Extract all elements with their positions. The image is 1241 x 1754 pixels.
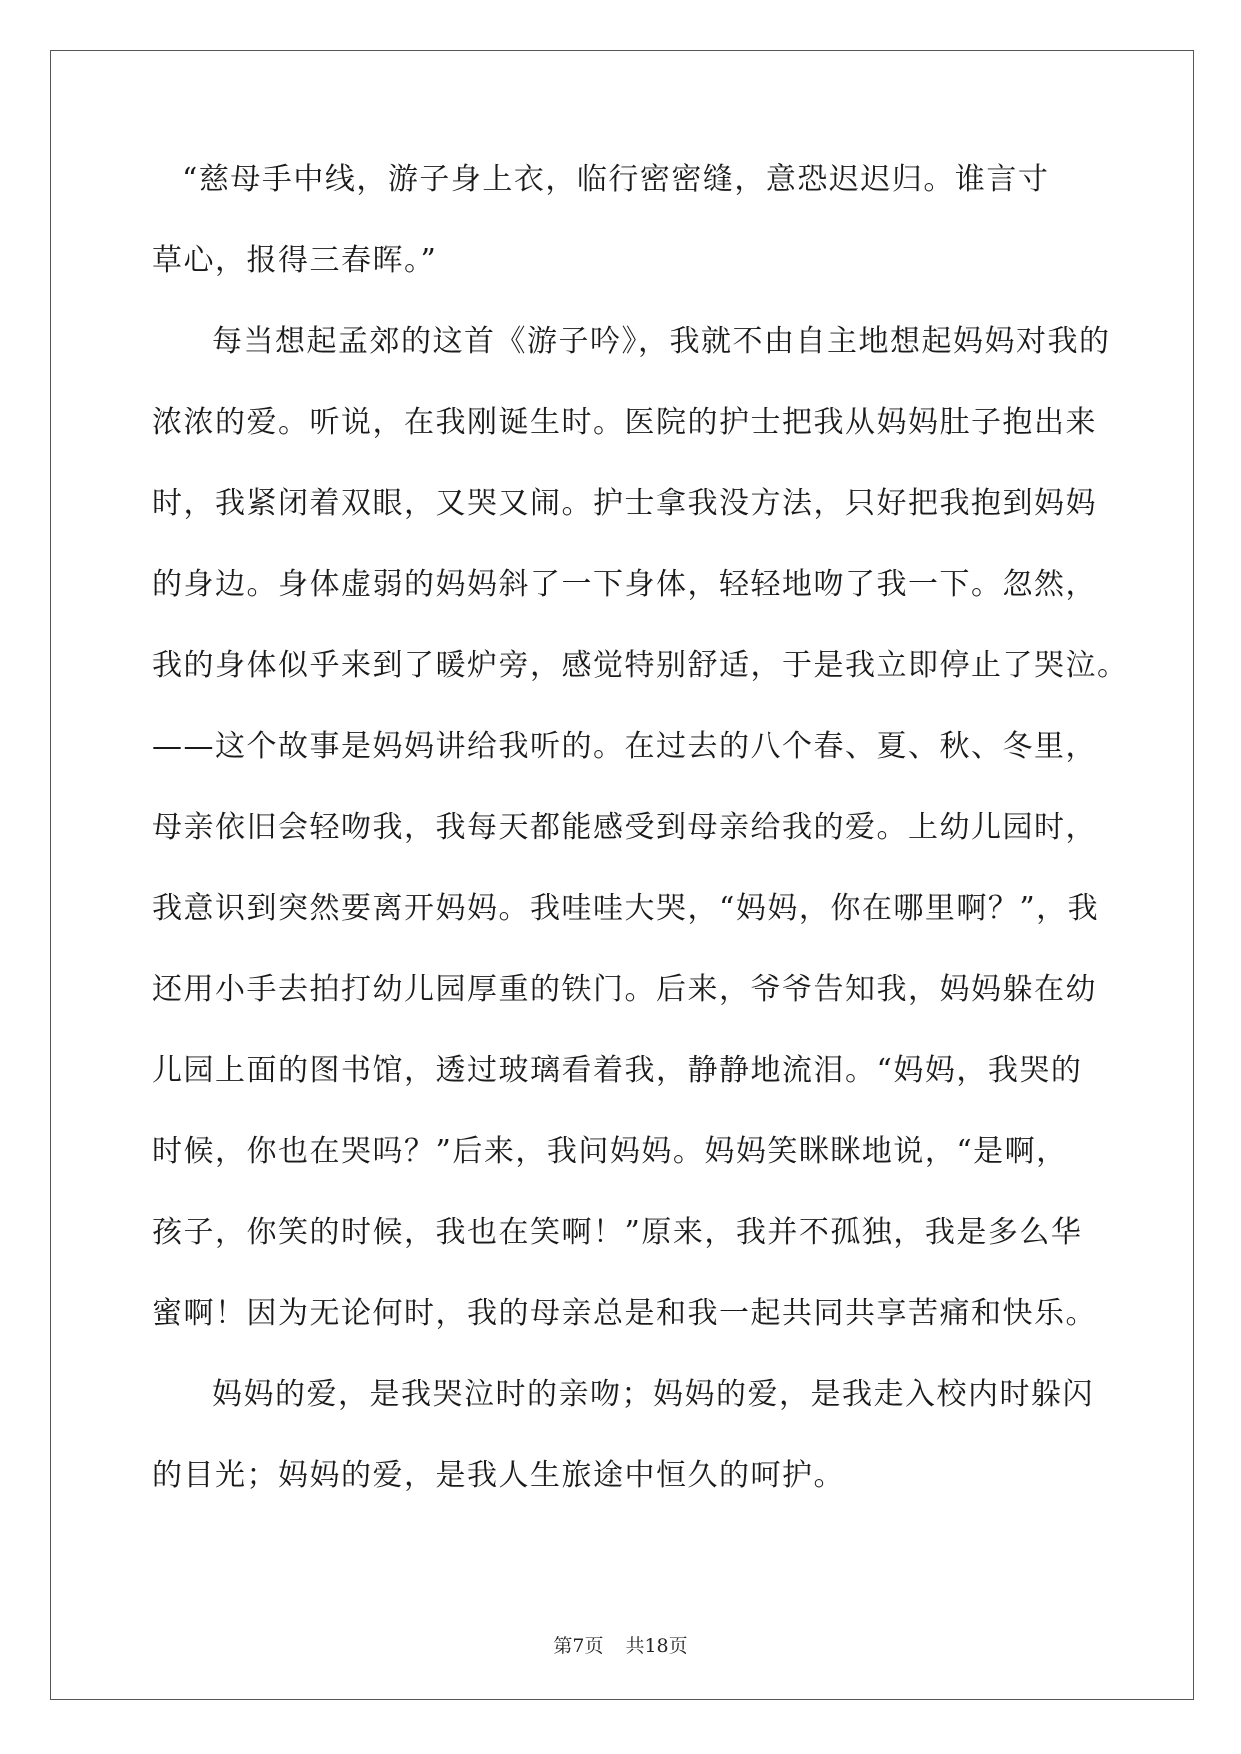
paragraph-line: 母亲依旧会轻吻我，我每天都能感受到母亲给我的爱。上幼儿园时， — [152, 810, 1097, 845]
paragraph-line: 的身边。身体虚弱的妈妈斜了一下身体，轻轻地吻了我一下。忽然， — [152, 567, 1097, 602]
paragraph-line: 我的身体似乎来到了暖炉旁，感觉特别舒适，于是我立即停止了哭泣。 — [152, 648, 1129, 683]
poem-line-2: 草心，报得三春晖。” — [152, 243, 438, 278]
current-page-number: 第7页 — [553, 1635, 604, 1657]
paragraph-line: 蜜啊！因为无论何时，我的母亲总是和我一起共同共享苦痛和快乐。 — [152, 1296, 1097, 1331]
document-body — [152, 160, 1129, 1537]
page-footer — [0, 1634, 1241, 1658]
paragraph-line: 每当想起孟郊的这首《游子吟》，我就不由自主地想起妈妈对我的 — [212, 324, 1111, 359]
paragraph-line: 的目光；妈妈的爱，是我人生旅途中恒久的呵护。 — [152, 1458, 845, 1493]
total-pages: 共18页 — [625, 1635, 688, 1657]
paragraph-line: 浓浓的爱。听说，在我刚诞生时。医院的护士把我从妈妈肚子抱出来 — [152, 405, 1097, 440]
paragraph-line: 孩子，你笑的时候，我也在笑啊！”原来，我并不孤独，我是多么华 — [152, 1215, 1083, 1250]
poem-line-1: “慈母手中线，游子身上衣，临行密密缝，意恐迟迟归。谁言寸 — [182, 162, 1050, 197]
paragraph-line: ——这个故事是妈妈讲给我听的。在过去的八个春、夏、秋、冬里， — [152, 729, 1097, 764]
paragraph-line: 时，我紧闭着双眼，又哭又闹。护士拿我没方法，只好把我抱到妈妈 — [152, 486, 1097, 521]
paragraph-line: 妈妈的爱，是我哭泣时的亲吻；妈妈的爱，是我走入校内时躲闪 — [212, 1377, 1094, 1412]
paragraph-line: 我意识到突然要离开妈妈。我哇哇大哭，“妈妈，你在哪里啊？”，我 — [152, 891, 1100, 926]
paragraph-line: 还用小手去拍打幼儿园厚重的铁门。后来，爷爷告知我，妈妈躲在幼 — [152, 972, 1097, 1007]
paragraph-line: 儿园上面的图书馆，透过玻璃看着我，静静地流泪。“妈妈，我哭的 — [152, 1053, 1083, 1088]
paragraph-line: 时候，你也在哭吗？”后来，我问妈妈。妈妈笑眯眯地说，“是啊， — [152, 1134, 1068, 1169]
